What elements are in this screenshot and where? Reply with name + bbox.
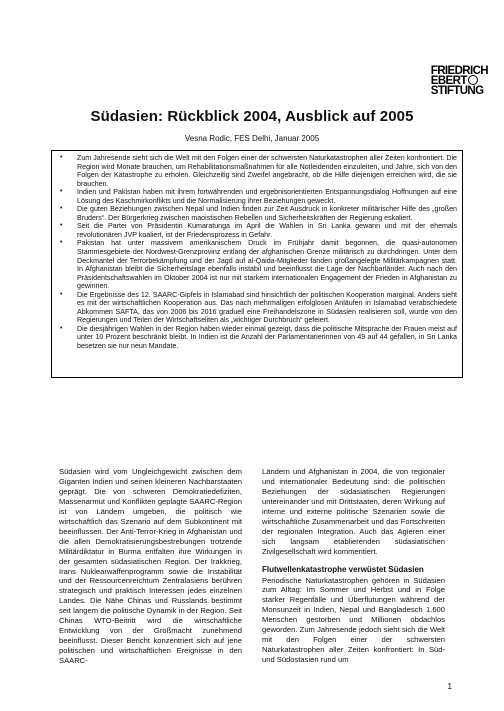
body-column-left [59,467,242,666]
body-column-right [262,467,445,665]
bullet-icon: • [60,222,63,230]
summary-item [56,188,457,205]
logo-line-2: EBERT [431,76,488,86]
summary-item-text: Die guten Beziehungen zwischen Nepal und Indien finden zur Zeit Ausdruck in konkreter militärischer Hilfe des „großen Bruders“. Der Bürgerkrieg zwischen maoistischen Rebellen und Sicherheitskräften der Regierung eskaliert. [77,205,457,222]
summary-item-text: Die Ergebnisse des 12. SAARC-Gipfels in Islamabad sind hinsichtlich der politischen Kooperation marginal. Anders sieht es mit der wirtschaftlichen Kooperation aus. Das nach mehrmaligen erfolglosen Anläufen in Islamabad verabschiedete Abkommen SAFTA, das von 2006 bis 2016 graduell eine Freihandelszone in Südasien realisieren soll, wurde von den Regierungen und Teilen der Wirtschaftseliten als „wichtiger Durchbruch“ gefeiert. [77,290,457,325]
bullet-icon: • [60,188,63,196]
logo-line-1: FRIEDRICH [430,65,488,77]
summary-item [56,222,457,239]
section-paragraph: Periodische Naturkatastrophen gehören in Südasien zum Alltag: Im Sommer und Herbst und in Folge starker Regenfälle und Überflutungen während der Monsunzeit in Indien, Nepal und Bangladesch 1.600 Menschen gestorben und Millionen obdachlos geworden. Zum Jahresende jedoch sieht sich die Welt mit den Folgen einer der schwersten Naturkatastrophen aller Zeiten konfrontiert: In Süd- und Südostasien rund um [262,575,445,665]
globe-icon [468,75,478,85]
summary-item [56,154,457,188]
summary-box [51,150,463,378]
page-number: 1 [447,682,452,691]
summary-item-text: Seit die Partei von Präsidentin Kumaratunga im April die Wahlen in Sri Lanka gewann und mit der ehemals revolutionären JVP koaliert, ist der Friedensprozess in Gefahr. [77,222,457,239]
summary-item [56,291,457,325]
document-byline: Vesna Rodic, FES Delhi, Januar 2005 [184,134,320,143]
summary-item-text: Die diesjährigen Wahlen in der Region haben wieder einmal gezeigt, dass die politische Mitsprache der Frauen meist auf unter 10 Prozent beschränkt bleibt. In Indien ist die Anzahl der Parlamentarierinnen von 49 auf 44 gefallen, in Sri Lanka besetzen sie nur neun Mandate. [77,324,457,351]
intro-paragraph: Südasien wird vom Ungleichgewicht zwischen dem Giganten Indien und seinen kleineren Nachbarstaaten geprägt. Die von schweren Demokratiedefiziten, Massenarmut und Konflikten geplagte SAARC-Region ist von Ländern umgeben, die politisch wie wirtschaftlich das Szenario auf dem Subkontinent mit beeinflussen. Der Anti-Terror-Krieg in Afghanistan und die allen Demokratisierungsbestrebungen trotzende Militärdiktatur in Burma entfalten ihre Wirkungen in der gesamten südasiatischen Region. Der Irakkrieg, Irans Nuklearwaffenprogramm sowie die Instabilität und der Ressourcenreichtum Zentralasiens berühren strategisch und praktisch Interessen jedes einzelnen Landes. Die Nähe Chinas und Russlands bestimmt seit langem die politische Dynamik in der Region. Seit Chinas WTO-Beitritt wird die wirtschaftliche Entwicklung von der Großmacht zunehmend beeinflusst. Dieser Bericht konzentriert sich auf jene politischen und wirtschaftlichen Ereignisse in den SAARC- [59,467,242,666]
bullet-icon: • [60,154,63,161]
summary-item-text: Indien und Pakistan haben mit ihrem fortwährenden und ergebnisorientierten Entspannungsdialog Hoffnungen auf eine Lösung des Kaschmirkonflikts und die Normalisierung ihrer Beziehungen geweckt. [77,188,457,205]
section-heading: Flutwellenkatastrophe verwüstet Südasien [262,564,424,574]
bullet-icon: • [60,205,63,213]
intro-paragraph-continued: Ländern und Afghanistan in 2004, die von regionaler und internationaler Bedeutung sind: die politischen Beziehungen der südasiatischen Regierungen untereinander und mit Drittstaaten, deren Wirkung auf interne und externe politische Szenarien sowie die wirtschaftliche Zusammenarbeit und das Fortschreiten der regionalen Integration. Auch das Agieren einer sich langsam etablierenden südasiatischen Zivilgesellschaft wird kommentiert. [262,467,445,556]
bullet-icon: • [60,324,63,332]
summary-item [56,325,457,351]
summary-item [56,205,457,222]
bullet-icon: • [60,290,63,298]
summary-item-text: Zum Jahresende sieht sich die Welt mit den Folgen einer der schwersten Naturkatastrophen aller Zeiten konfrontiert. Die Region wird Monate brauchen, um Rehabilitationsmaßnahmen für alle Notleidenden einzuleiten, und Jahre, sich von den Folgen der Katastrophe zu erholen. Gleichzeitig sind Zweifel angebracht, ob die Hilfe diejenigen erreichen wird, die sie brauchen. [77,154,457,188]
logo-line-3: STIFTUNG [430,85,484,98]
summary-item [56,239,457,290]
summary-list [56,154,457,351]
friedrich-ebert-stiftung-logo [431,66,488,96]
document-title: Südasien: Rückblick 2004, Ausblick auf 2005 [90,108,414,125]
bullet-icon: • [60,239,63,247]
summary-item-text: Pakistan hat unter massivem amerikanischem Druck im Frühjahr damit begonnen, die quasi-autonomen Stammesgebiete der Nordwest-Grenzprovinz entlang der afghanischen Grenze militärisch zu durchdringen. Unter dem Deckmantel der Terrorbekämpfung und der Jagd auf al-Qaida-Mitglieder fanden großangelegte Militärkampagnen statt. In Afghanistan bleibt die Sicherheitslage ebenfalls instabil und beeinflusst die Lage der Nachbarländer. Auch nach den Präsidentschaftswahlen im Oktober 2004 ist nur mit starkem internationalen Engagement der Frieden in Afghanistan zu gewinnen. [77,239,457,291]
